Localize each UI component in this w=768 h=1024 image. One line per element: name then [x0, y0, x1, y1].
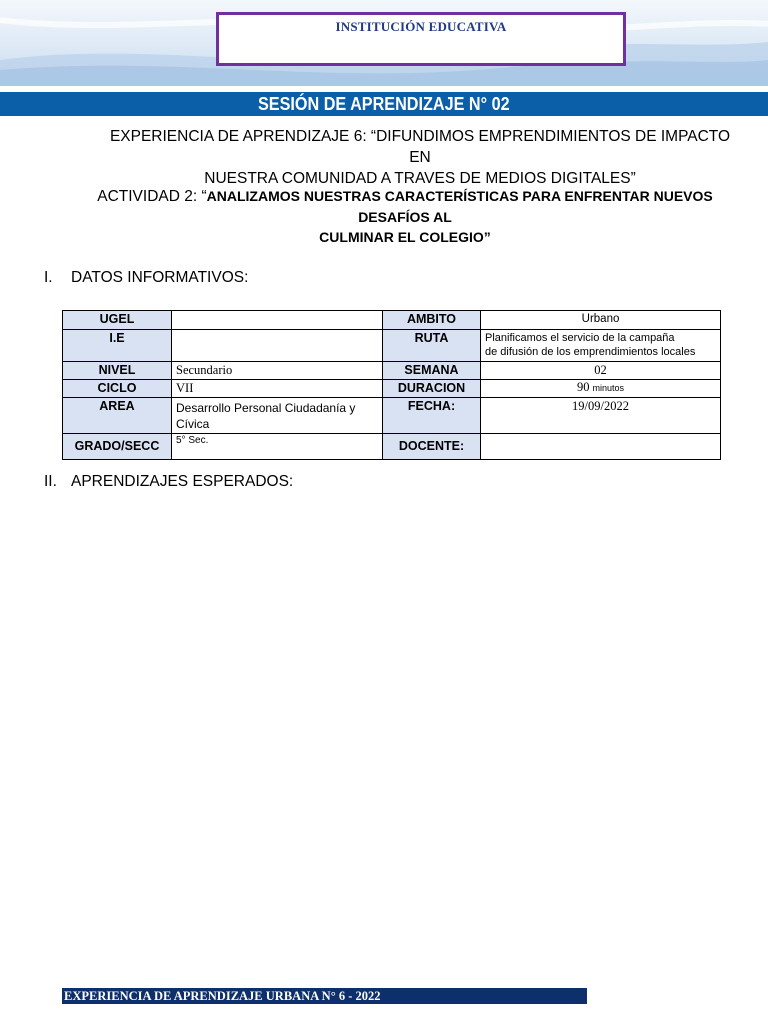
experience-line-2: NUESTRA COMUNIDAD A TRAVES DE MEDIOS DIGITALES” [204, 170, 636, 187]
experience-heading [100, 126, 740, 189]
value-nivel: Secundario [172, 362, 383, 380]
label-ie: I.E [63, 330, 172, 362]
section-number: I. [44, 269, 53, 286]
value-grado: 5° Sec. [172, 434, 383, 460]
activity-line-2: CULMINAR EL COLEGIO” [319, 229, 491, 245]
activity-lead: ACTIVIDAD 2: “ [97, 188, 207, 205]
value-duracion [481, 380, 721, 398]
label-area: AREA [63, 398, 172, 434]
label-ugel: UGEL [63, 311, 172, 330]
label-semana: SEMANA [383, 362, 481, 380]
section-datos-informativos [44, 268, 248, 288]
institution-box [216, 12, 626, 66]
label-ciclo: CICLO [63, 380, 172, 398]
table-row [63, 362, 721, 380]
table-row [63, 330, 721, 362]
label-grado: GRADO/SECC [63, 434, 172, 460]
section-title-text: DATOS INFORMATIVOS: [71, 269, 249, 286]
activity-heading [80, 186, 730, 247]
ruta-line-2: de difusión de los emprendimientos locales [485, 346, 696, 358]
section-title-text: APRENDIZAJES ESPERADOS: [71, 473, 294, 490]
label-ruta: RUTA [383, 330, 481, 362]
value-ie [172, 330, 383, 362]
section-aprendizajes-esperados [44, 472, 293, 492]
area-line-2: Cívica [176, 417, 210, 431]
label-ambito: AMBITO [383, 311, 481, 330]
value-fecha: 19/09/2022 [481, 398, 721, 434]
label-docente: DOCENTE: [383, 434, 481, 460]
value-semana: 02 [481, 362, 721, 380]
table-row [63, 398, 721, 434]
duracion-number: 90 [576, 380, 590, 394]
value-ciclo: VII [172, 380, 383, 398]
footer-text: EXPERIENCIA DE APRENDIZAJE URBANA N° 6 - 2022 [64, 989, 381, 1003]
area-line-1: Desarrollo Personal Ciudadanía y [176, 401, 356, 415]
value-ugel [172, 311, 383, 330]
ruta-line-1: Planificamos el servicio de la campaña [485, 332, 675, 344]
header-band [0, 0, 768, 86]
table-row [63, 434, 721, 460]
value-ambito: Urbano [481, 311, 721, 330]
experience-line-1: EXPERIENCIA DE APRENDIZAJE 6: “DIFUNDIMOS EMPRENDIMIENTOS DE IMPACTO EN [109, 128, 731, 166]
value-docente [481, 434, 721, 460]
activity-line-1 [80, 186, 730, 227]
session-title-bar [0, 92, 768, 116]
info-table [62, 310, 721, 460]
value-ruta [481, 330, 721, 362]
table-row [63, 311, 721, 330]
session-title: SESIÓN DE APRENDIZAJE N° 02 [258, 94, 510, 114]
activity-line-1-rest: ANALIZAMOS NUESTRAS CARACTERÍSTICAS PARA ENFRENTAR NUEVOS DESAFÍOS AL [206, 188, 713, 225]
section-number: II. [44, 473, 57, 490]
label-nivel: NIVEL [63, 362, 172, 380]
table-row [63, 380, 721, 398]
label-fecha: FECHA: [383, 398, 481, 434]
institution-title: INSTITUCIÓN EDUCATIVA [335, 19, 507, 34]
footer-bar [62, 988, 587, 1004]
value-area [172, 398, 383, 434]
label-duracion: DURACION [383, 380, 481, 398]
duracion-unit: minutos [592, 383, 625, 393]
